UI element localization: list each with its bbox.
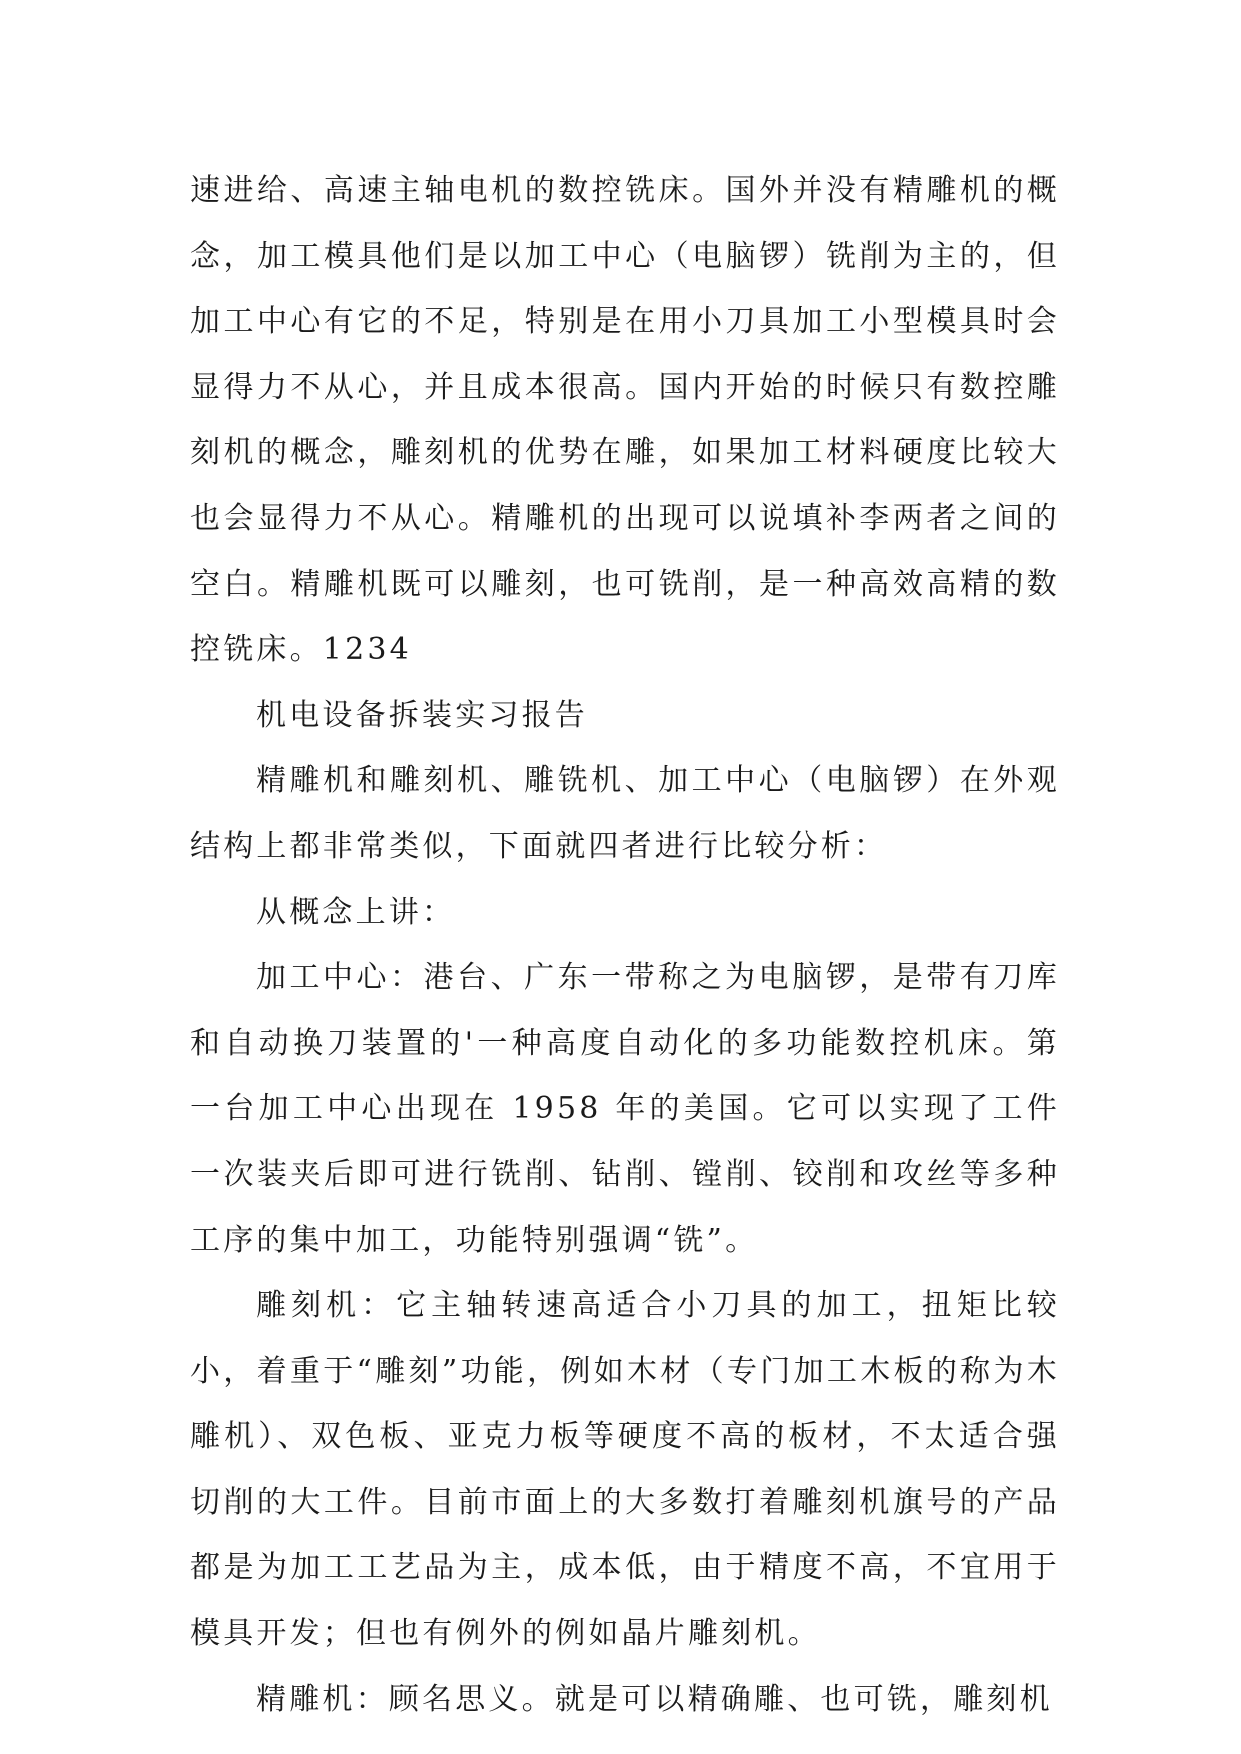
paragraph-comparison-intro: 精雕机和雕刻机、雕铣机、加工中心（电脑锣）在外观结构上都非常类似，下面就四者进行比较分析： xyxy=(190,763,1060,864)
paragraph-concept-heading: 从概念上讲： xyxy=(256,894,456,930)
paragraph-engraving-machine: 雕刻机：它主轴转速高适合小刀具的加工，扭矩比较小，着重于“雕刻”功能，例如木材（专门加工木板的称为木雕机）、双色板、亚克力板等硬度不高的板材，不太适合强切削的大工件。目前市面上的大多数打着雕刻机旗号的产品都是为加工工艺品为主，成本低，由于精度不高，不宜用于模具开发；但也有例外的例如晶片雕刻机。 xyxy=(190,1288,1060,1652)
paragraph-precision-engraver: 精雕机：顾名思义。就是可以精确雕、也可铣，雕刻机 xyxy=(256,1681,1053,1717)
paragraph-report-title: 机电设备拆装实习报告 xyxy=(256,697,588,733)
paragraph-machining-center: 加工中心：港台、广东一带称之为电脑锣，是带有刀库和自动换刀装置的'一种高度自动化的多功能数控机床。第一台加工中心出现在 1958 年的美国。它可以实现了工件一次装夹后即可进行铣削、钻削、镗削、铰削和攻丝等多种工序的集中加工，功能特别强调“铣”。 xyxy=(190,960,1060,1258)
paragraph-continuation: 速进给、高速主轴电机的数控铣床。国外并没有精雕机的概念，加工模具他们是以加工中心（电脑锣）铣削为主的，但加工中心有它的不足，特别是在用小刀具加工小型模具时会显得力不从心，并且成本很高。国内开始的时候只有数控雕刻机的概念，雕刻机的优势在雕，如果加工材料硬度比较大也会显得力不从心。精雕机的出现可以说填补李两者之间的空白。精雕机既可以雕刻，也可铣削，是一种高效高精的数控铣床。1234 xyxy=(190,173,1060,668)
document-page xyxy=(190,158,1060,1732)
